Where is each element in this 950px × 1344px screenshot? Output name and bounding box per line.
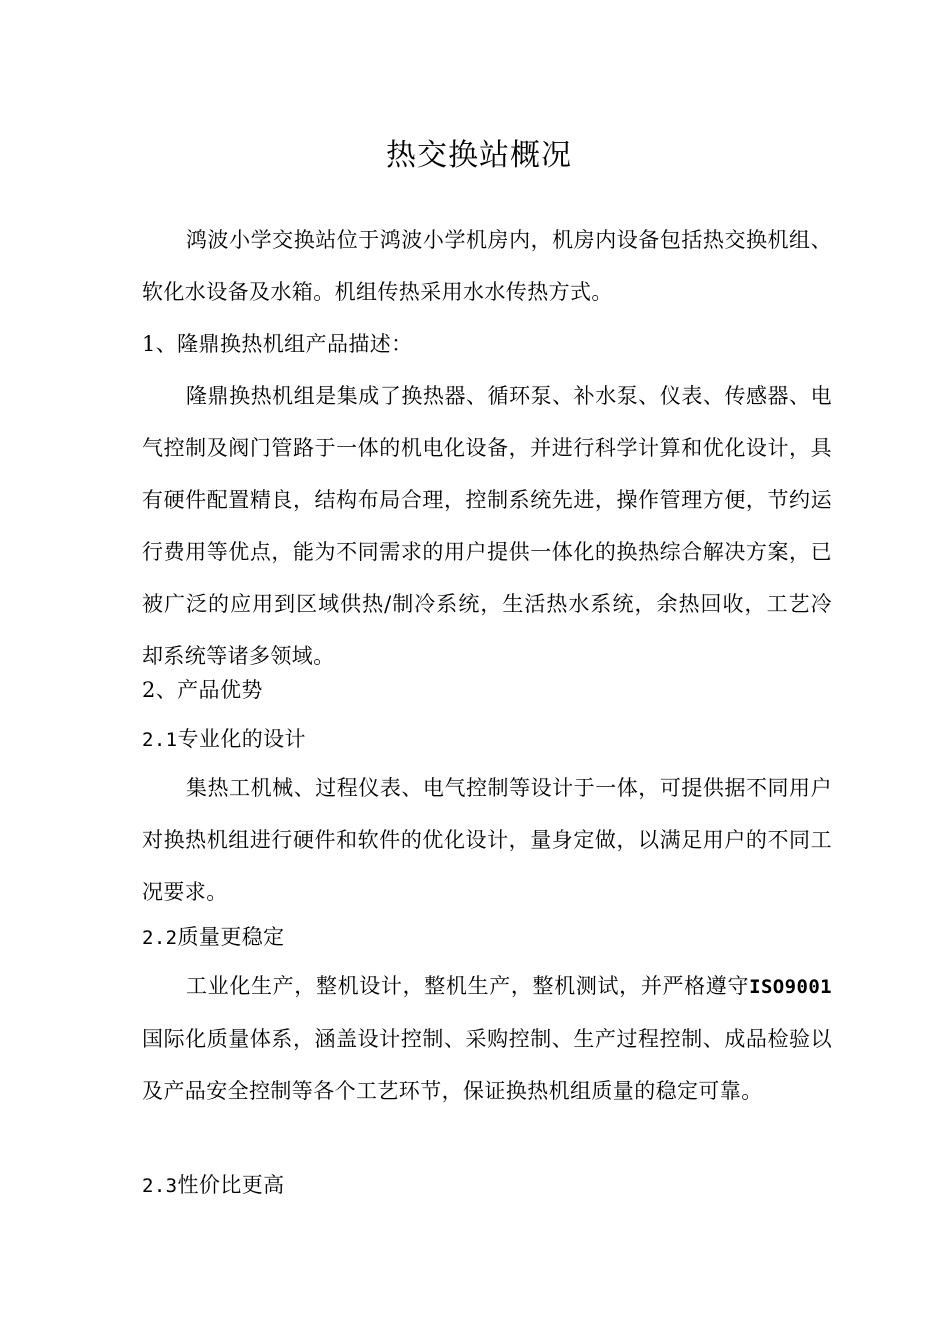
section-2-2-title: 质量更稳定 bbox=[177, 925, 285, 949]
section-1-paragraph: 隆鼎换热机组是集成了换热器、循环泵、补水泵、仪表、传感器、电气控制及阀门管路于一体的机电化设备，并进行科学计算和优化设计，具有硬件配置精良，结构布局合理，控制系统先进，操作管理方便，节约运行费用等优点，能为不同需求的用户提供一体化的换热综合解决方案，已被广泛的应用到区域供热/制冷系统，生活热水系统，余热回收，工艺冷却系统等诸多领域。 bbox=[142, 384, 832, 668]
section-2-3-heading bbox=[142, 1159, 832, 1212]
section-2-2-heading bbox=[142, 911, 832, 964]
iso-standard: ISO9001 bbox=[749, 976, 832, 998]
page-title: 热交换站概况 bbox=[386, 138, 572, 173]
section-2-2-text-start: 工业化生产，整机设计，整机生产，整机测试，并严格遵守 bbox=[186, 974, 750, 998]
section-2-2-number: 2.2 bbox=[142, 927, 178, 949]
section-2-2-text-rest: 国际化质量体系，涵盖设计控制、采购控制、生产过程控制、成品检验以及产品安全控制等各个工艺环节，保证换热机组质量的稳定可靠。 bbox=[142, 1027, 832, 1103]
section-2-3-number: 2.3 bbox=[142, 1175, 178, 1197]
section-2-3-title: 性价比更高 bbox=[177, 1173, 285, 1197]
section-2-1-paragraph: 集热工机械、过程仪表、电气控制等设计于一体，可提供据不同用户对换热机组进行硬件和软件的优化设计，量身定做，以满足用户的不同工况要求。 bbox=[142, 776, 832, 904]
section-2-1-number: 2.1 bbox=[142, 729, 178, 751]
section-1-heading: 1、隆鼎换热机组产品描述： bbox=[142, 332, 413, 356]
section-2-1-heading bbox=[142, 713, 832, 766]
intro-paragraph: 鸿波小学交换站位于鸿波小学机房内，机房内设备包括热交换机组、软化水设备及水箱。机组传热采用水水传热方式。 bbox=[142, 228, 832, 304]
section-2-2-paragraph bbox=[142, 960, 832, 1117]
section-2-1-title: 专业化的设计 bbox=[177, 727, 306, 751]
section-2-heading: 2、产品优势 bbox=[142, 678, 263, 702]
